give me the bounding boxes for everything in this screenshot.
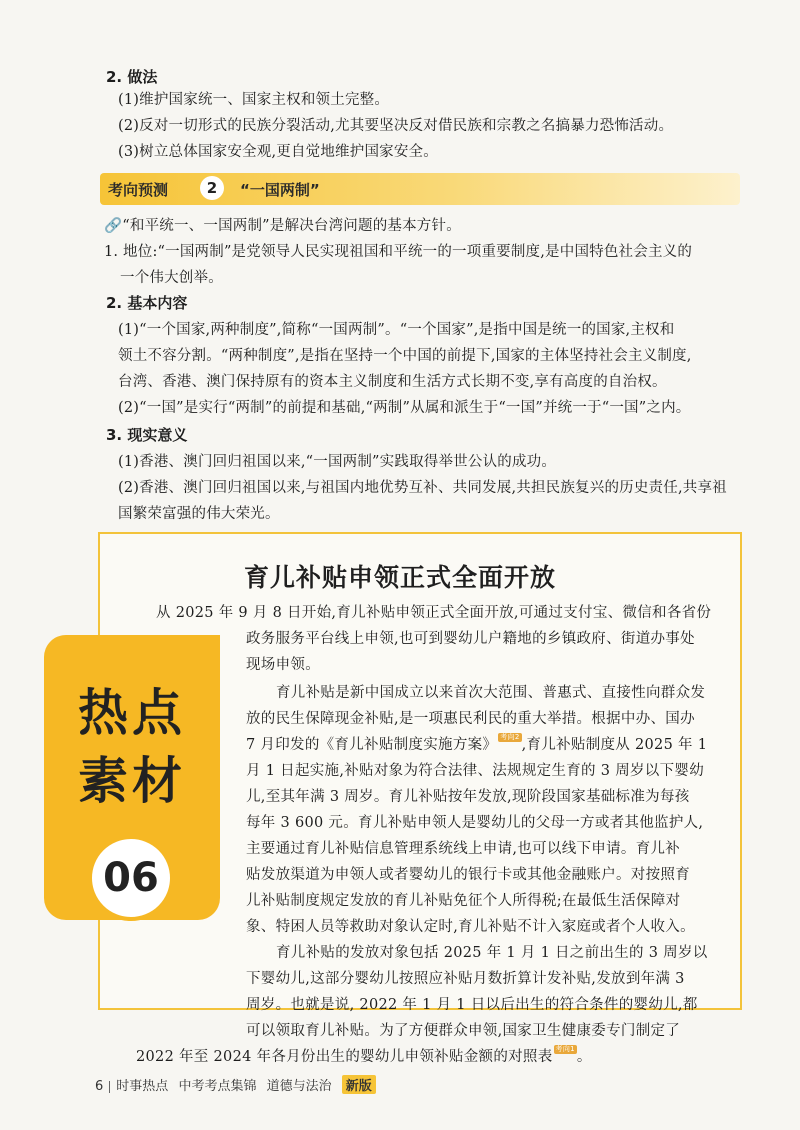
method-item-3: (3)树立总体国家安全观,更自觉地维护国家安全。 — [118, 144, 438, 160]
badge-line-1: 热点 — [78, 684, 186, 742]
badge-line-2: 素材 — [78, 752, 186, 810]
method-item-1: (1)维护国家统一、国家主权和领土完整。 — [118, 92, 390, 108]
hot-line-4: 育儿补贴是新中国成立以来首次大范围、普惠式、直接性向群众发 — [276, 685, 706, 701]
tag-forecast-1: 考向1 — [555, 1045, 575, 1053]
hot-topic-badge — [44, 635, 220, 920]
content-line-4: (2)“一国”是实行“两制”的前提和基础,“两制”从属和派生于“一国”并统一于“一国”之内。 — [118, 400, 691, 416]
hot-line-7: 月 1 日起实施,补贴对象为符合法律、法规规定生育的 3 周岁以下婴幼 — [246, 763, 704, 779]
significance-line-3: 国繁荣富强的伟大荣光。 — [118, 506, 280, 522]
forecast-banner — [100, 173, 740, 205]
footer-col-1: 时事热点 — [116, 1079, 169, 1094]
method-heading: 2. 做法 — [106, 68, 158, 86]
position-line-1: 1. 地位:“一国两制”是党领导人民实现祖国和平统一的一项重要制度,是中国特色社会主义的 — [104, 244, 693, 260]
hot-line-12: 儿补贴制度规定发放的育儿补贴免征个人所得税;在最低生活保障对 — [246, 893, 681, 909]
hot-line-2: 政务服务平台线上申领,也可到婴幼儿户籍地的乡镇政府、街道办事处 — [246, 631, 695, 647]
position-line-2: 一个伟大创举。 — [120, 270, 223, 286]
footer-col-2: 中考考点集锦 — [178, 1079, 257, 1094]
footer-col-3: 道德与法治 — [266, 1079, 332, 1094]
hot-line-13: 象、特困人员等救助对象认定时,育儿补贴不计入家庭或者个人收入。 — [246, 919, 695, 935]
hot-line-17: 可以领取育儿补贴。为了方便群众申领,国家卫生健康委专门制定了 — [246, 1023, 681, 1039]
hot-line-18: 2022 年至 2024 年各月份出生的婴幼儿申领补贴金额的对照表 考向1 。 — [136, 1045, 592, 1065]
content-line-3: 台湾、香港、澳门保持原有的资本主义制度和生活方式长期不变,享有高度的自治权。 — [118, 374, 667, 390]
link-icon: 🔗 — [104, 218, 123, 234]
content-heading: 2. 基本内容 — [106, 294, 188, 312]
content-line-2: 领土不容分割。“两种制度”,是指在坚持一个中国的前提下,国家的主体坚持社会主义制度, — [118, 348, 692, 364]
page-number: 6 — [95, 1079, 104, 1094]
hot-line-15: 下婴幼儿,这部分婴幼儿按照应补贴月数折算计发补贴,发放到年满 3 — [246, 971, 685, 987]
hot-line-10: 主要通过育儿补贴信息管理系统线上申请,也可以线下申请。育儿补 — [246, 841, 681, 857]
footer-badge: 新版 — [342, 1075, 376, 1094]
hot-line-9: 每年 3 600 元。育儿补贴申领人是婴幼儿的父母一方或者其他监护人, — [246, 815, 704, 831]
significance-heading: 3. 现实意义 — [106, 426, 188, 444]
page-footer — [95, 1075, 376, 1094]
badge-number: 06 — [88, 835, 174, 921]
forecast-label: 考向预测 — [108, 181, 169, 199]
hot-line-8: 儿,至其年满 3 周岁。育儿补贴按年发放,现阶段国家基础标准为每孩 — [246, 789, 690, 805]
method-item-2: (2)反对一切形式的民族分裂活动,尤其要坚决反对借民族和宗教之名搞暴力恐怖活动。 — [118, 118, 674, 134]
hot-line-11: 贴发放渠道为申领人或者婴幼儿的银行卡或其他金融账户。对按照育 — [246, 867, 690, 883]
hot-line-16: 周岁。也就是说, 2022 年 1 月 1 日以后出生的符合条件的婴幼儿,都 — [246, 997, 698, 1013]
content-line-1: (1)“一个国家,两种制度”,简称“一国两制”。“一个国家”,是指中国是统一的国家,主权和 — [118, 322, 675, 338]
hot-line-3: 现场申领。 — [246, 657, 320, 673]
significance-line-2: (2)香港、澳门回归祖国以来,与祖国内地优势互补、共同发展,共担民族复兴的历史责任,共享祖 — [118, 480, 727, 496]
hot-line-1: 从 2025 年 9 月 8 日开始,育儿补贴申领正式全面开放,可通过支付宝、微信和各省份 — [156, 605, 712, 621]
forecast-number: 2 — [200, 176, 224, 200]
footer-divider — [109, 1081, 110, 1093]
hot-line-6: 7 月印发的《育儿补贴制度实施方案》 考向2 ,育儿补贴制度从 2025 年 1 — [246, 733, 708, 753]
forecast-title: “一国两制” — [240, 181, 320, 199]
hot-line-5: 放的民生保障现金补贴,是一项惠民利民的重大举措。根据中办、国办 — [246, 711, 695, 727]
hot-topic-title: 育儿补贴申领正式全面开放 — [243, 563, 556, 592]
tag-forecast-2: 考向2 — [500, 733, 520, 741]
intro-line: 🔗“和平统一、一国两制”是解决台湾问题的基本方针。 — [104, 218, 461, 234]
significance-line-1: (1)香港、澳门回归祖国以来,“一国两制”实践取得举世公认的成功。 — [118, 454, 557, 470]
hot-line-14: 育儿补贴的发放对象包括 2025 年 1 月 1 日之前出生的 3 周岁以 — [276, 945, 708, 961]
